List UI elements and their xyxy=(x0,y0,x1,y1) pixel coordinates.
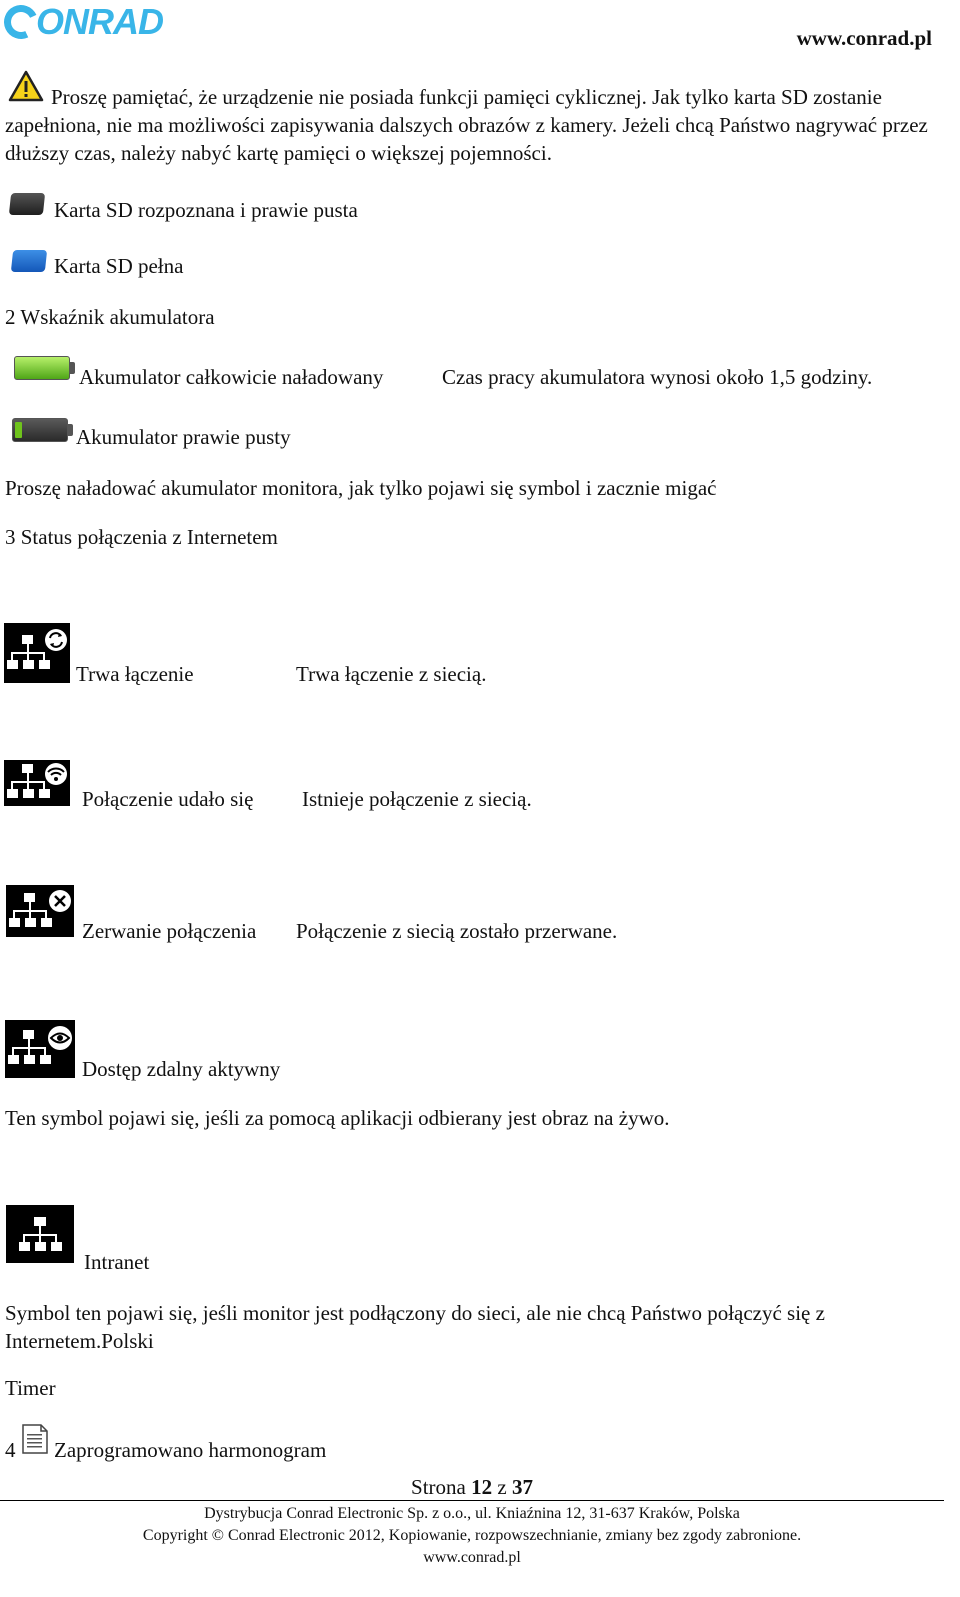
connecting-label: Trwa łączenie xyxy=(76,662,194,686)
internet-heading: 3 Status połączenia z Internetem xyxy=(5,525,278,549)
timer-number: 4 xyxy=(5,1438,16,1462)
network-connected-icon xyxy=(4,760,70,806)
page-prefix: Strona xyxy=(411,1475,466,1499)
schedule-document-icon xyxy=(20,1423,50,1455)
battery-full-label: Akumulator całkowicie naładowany xyxy=(79,365,384,389)
warning-text: Proszę pamiętać, że urządzenie nie posiada funkcji pamięci cyklicznej. Jak tylko karta SD zostanie zapełniona, nie ma możliwości zapisywania dalszych obrazów z kamery. Jeżeli chcą Państwo nagrywać przez dłuższy czas, należy nabyć kartę pamięci o większej pojemności. xyxy=(5,85,928,165)
logo-text: ONRAD xyxy=(36,1,163,42)
intranet-icon xyxy=(6,1205,74,1263)
battery-heading: 2 Wskaźnik akumulatora xyxy=(5,305,215,329)
disconnected-desc: Połączenie z siecią zostało przerwane. xyxy=(296,919,618,943)
network-disconnected-icon xyxy=(6,885,74,937)
page-sep: z xyxy=(497,1475,507,1499)
battery-full-desc: Czas pracy akumulatora wynosi około 1,5 godziny. xyxy=(442,365,873,389)
page-current: 12 xyxy=(471,1475,493,1499)
header-url: www.conrad.pl xyxy=(796,26,932,50)
connected-label: Połączenie udało się xyxy=(82,787,254,811)
sd-empty-label: Karta SD rozpoznana i prawie pusta xyxy=(54,198,358,222)
disconnected-label: Zerwanie połączenia xyxy=(82,919,257,943)
battery-full-icon xyxy=(14,356,75,380)
intranet-label: Intranet xyxy=(84,1250,150,1274)
intranet-desc: Symbol ten pojawi się, jeśli monitor jest podłączony do sieci, ale nie chcą Państwo połączyć się z Internetem.Polski xyxy=(5,1301,825,1353)
battery-empty-label: Akumulator prawie pusty xyxy=(76,425,291,449)
sd-card-empty-icon xyxy=(9,193,45,215)
footer-divider xyxy=(0,1500,944,1501)
footer-copyright: Copyright © Conrad Electronic 2012, Kopiowanie, rozpowszechnianie, zmiany bez zgody zabronione. xyxy=(142,1527,802,1544)
network-connecting-icon xyxy=(4,623,70,683)
battery-empty-icon xyxy=(12,418,73,442)
footer-company: Dystrybucja Conrad Electronic Sp. z o.o., ul. Kniaźnina 12, 31-637 Kraków, Polska xyxy=(204,1505,740,1522)
footer-url: www.conrad.pl xyxy=(423,1549,521,1566)
sd-card-full-icon xyxy=(11,250,47,272)
sd-full-label: Karta SD pełna xyxy=(54,254,184,278)
remote-access-eye-icon xyxy=(5,1020,75,1078)
connecting-desc: Trwa łączenie z siecią. xyxy=(296,662,487,686)
timer-heading: Timer xyxy=(5,1376,56,1400)
timer-label: Zaprogramowano harmonogram xyxy=(54,1438,327,1462)
page-total: 37 xyxy=(511,1475,533,1499)
connected-desc: Istnieje połączenie z siecią. xyxy=(302,787,532,811)
conrad-logo xyxy=(4,2,163,42)
page-number xyxy=(0,1475,944,1500)
remote-label: Dostęp zdalny aktywny xyxy=(82,1057,281,1081)
remote-desc: Ten symbol pojawi się, jeśli za pomocą aplikacji odbierany jest obraz na żywo. xyxy=(5,1106,670,1130)
battery-note: Proszę naładować akumulator monitora, jak tylko pojawi się symbol i zacznie migać xyxy=(5,476,717,500)
